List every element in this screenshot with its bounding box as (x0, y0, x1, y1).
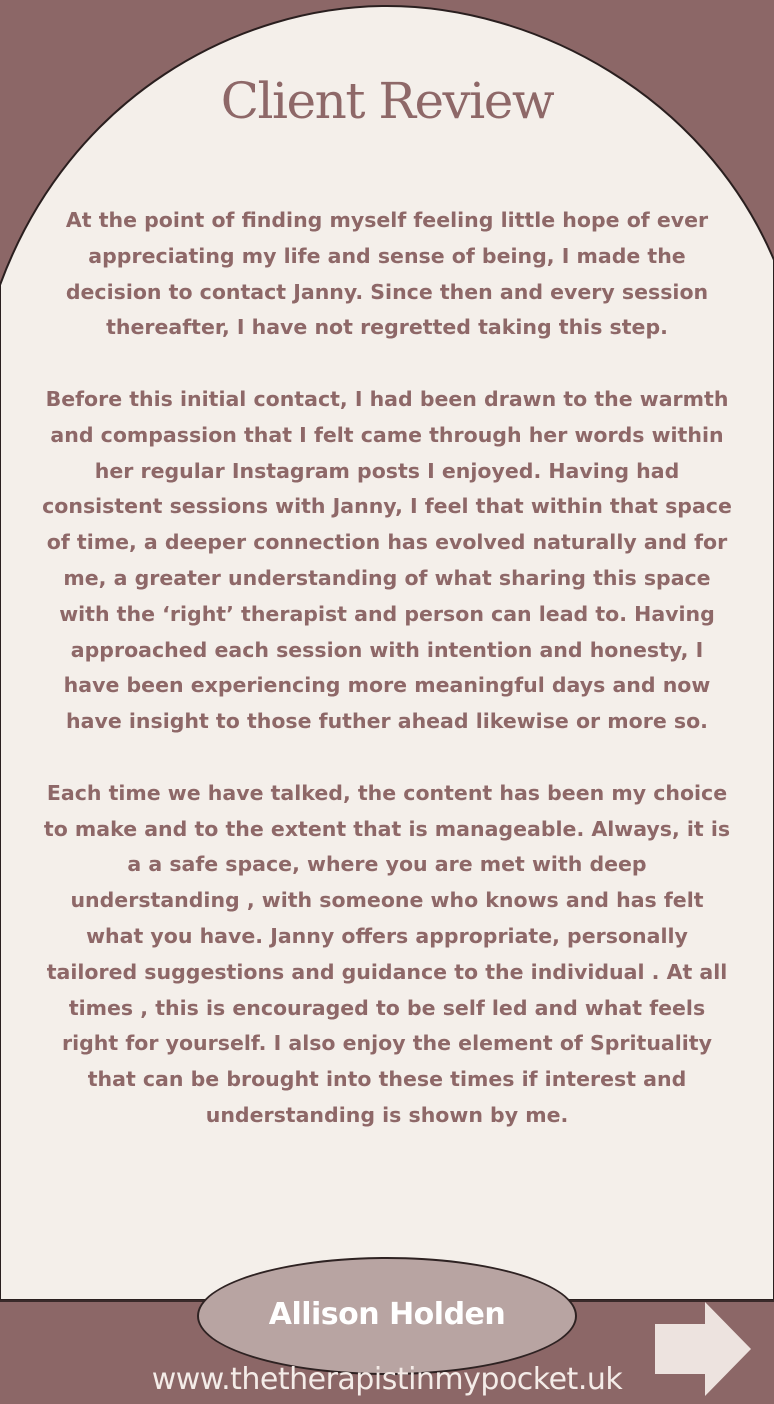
right-arrow-icon[interactable] (655, 1302, 751, 1396)
website-link[interactable]: www.thetherapistinmypocket.uk (151, 1362, 623, 1397)
page-title: Client Review (220, 72, 554, 130)
review-paragraph: Each time we have talked, the content has been my choice to make and to the extent that is manageable. Always, it is a a safe space, where you are met with deep understanding , with someone who knows and has felt what you have. Janny offers appropriate, personally tailored suggestions and guidance to the individual . At all times , this is encouraged to be self led and what feels right for yourself. I also enjoy the element of Sprituality that can be brought into these times if interest and understanding is shown by me. (43, 780, 731, 1127)
reviewer-name-badge (197, 1257, 577, 1375)
review-text (40, 203, 734, 1134)
review-paragraph: Before this initial contact, I had been drawn to the warmth and compassion that I felt came through her words within her regular Instagram posts I enjoyed. Having had consistent sessions with Janny, I feel that within that space of time, a deeper connection has evolved naturally and for me, a greater understanding of what sharing this space with the ‘right’ therapist and person can lead to. Having approached each session with intention and honesty, I have been experiencing more meaningful days and now have insight to those futher ahead likewise or more so. (42, 386, 732, 734)
reviewer-name: Allison Holden (268, 1296, 506, 1332)
review-paragraph: At the point of finding myself feeling little hope of ever appreciating my life and sense of being, I made the decision to contact Janny. Since then and every session thereafter, I have not regretted taking this step. (65, 208, 709, 340)
